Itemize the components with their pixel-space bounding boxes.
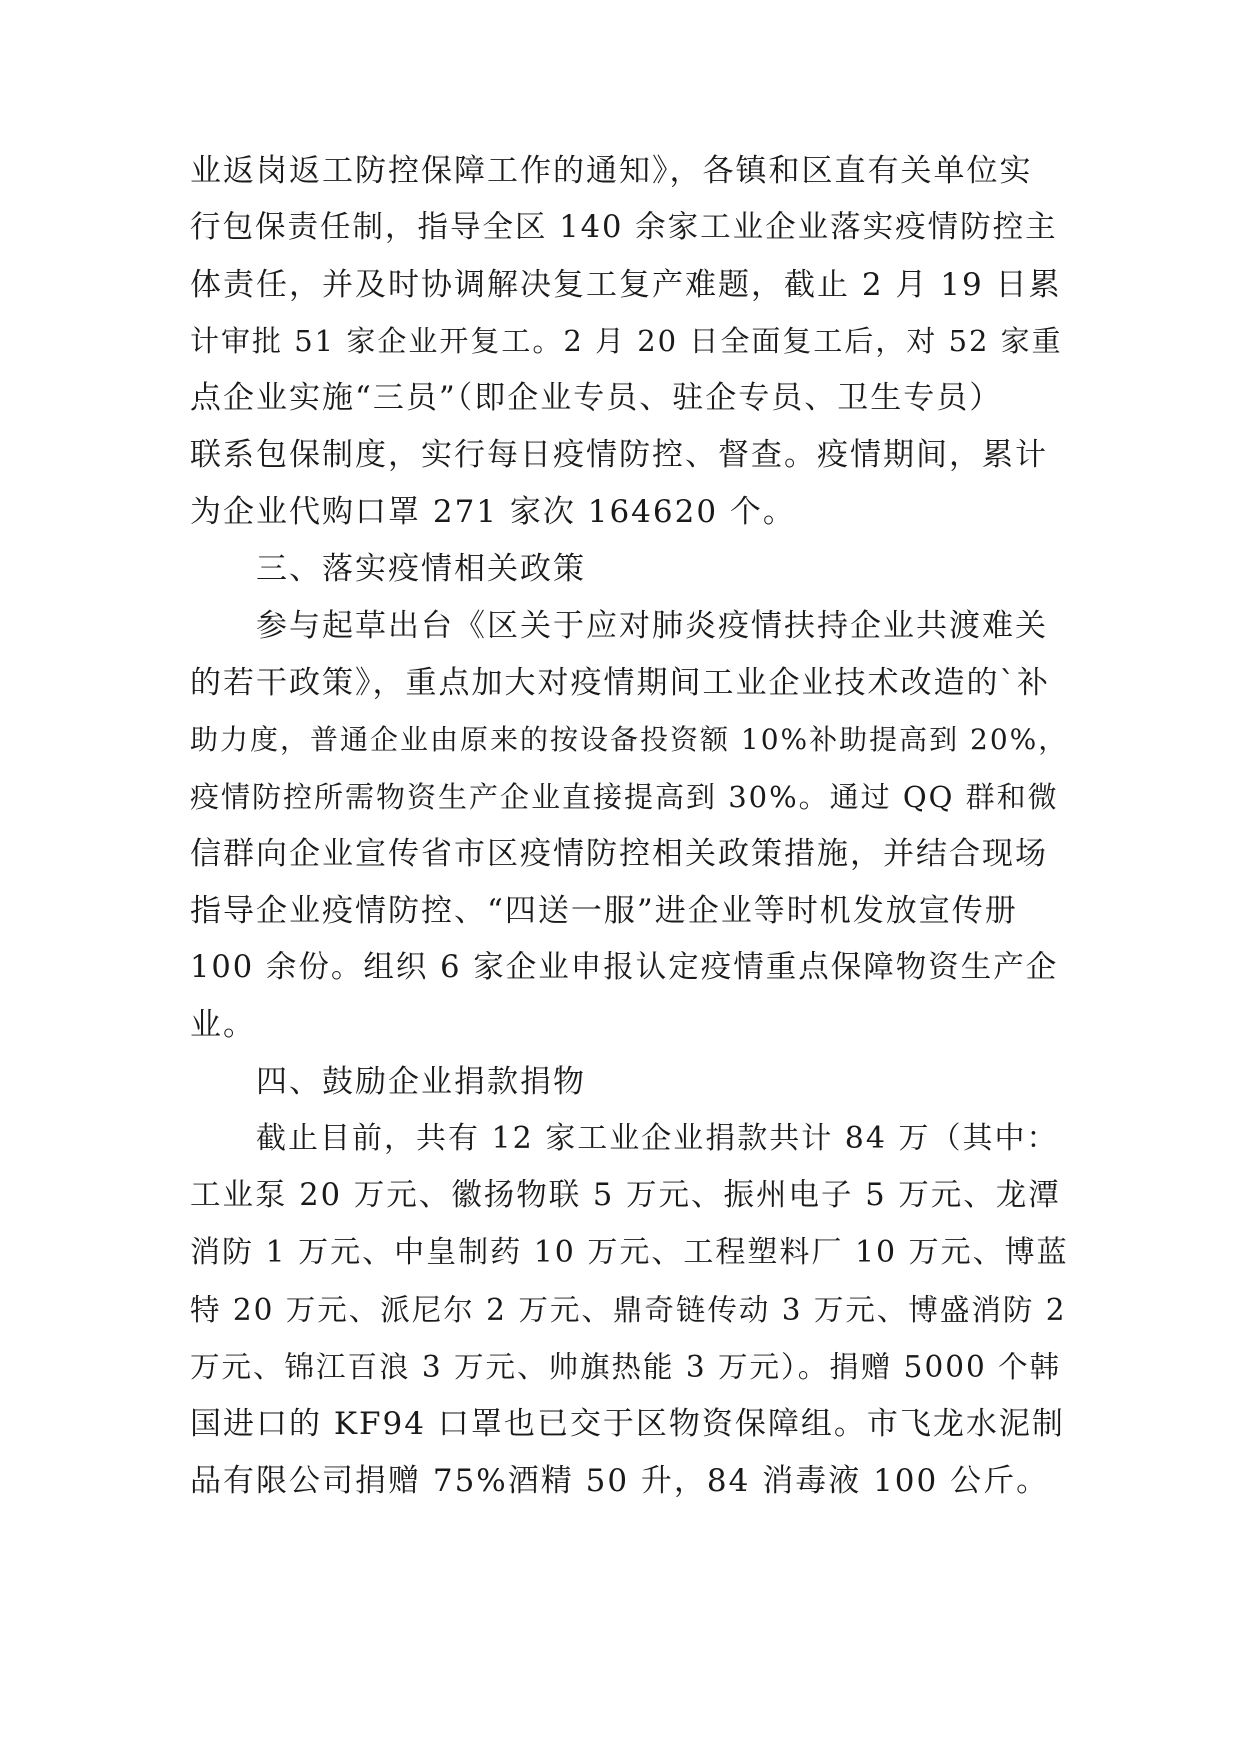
- body-text-line: 疫情防控所需物资生产企业直接提高到 30%。通过 QQ 群和微: [190, 780, 1059, 814]
- body-text-line: 联系包保制度，实行每日疫情防控、督查。疫情期间，累计: [190, 437, 1048, 473]
- body-text-line: 体责任，并及时协调解决复工复产难题，截止 2 月 19 日累: [190, 267, 1062, 303]
- body-text-line: 点企业实施“三员”（即企业专员、驻企专员、卫生专员）: [190, 380, 1003, 416]
- body-text-line: 100 余份。组织 6 家企业申报认定疫情重点保障物资生产企: [190, 950, 1059, 985]
- body-text-line: 工业泵 20 万元、徽扬物联 5 万元、振州电子 5 万元、龙潭: [190, 1178, 1061, 1213]
- body-text-line: 助力度，普通企业由原来的按设备投资额 10%补助提高到 20%，: [190, 723, 1069, 756]
- body-text-line: 截止目前，共有 12 家工业企业捐款共计 84 万（其中：: [256, 1121, 1059, 1156]
- body-text-line: 计审批 51 家企业开复工。2 月 20 日全面复工后，对 52 家重: [190, 324, 1063, 358]
- body-text-line: 业。: [190, 1007, 256, 1043]
- section-heading: 三、落实疫情相关政策: [256, 551, 586, 587]
- body-text-line: 消防 1 万元、中皇制药 10 万元、工程塑料厂 10 万元、博蓝: [190, 1235, 1069, 1270]
- body-text-line: 参与起草出台《区关于应对肺炎疫情扶持企业共渡难关: [256, 608, 1048, 644]
- section-heading: 四、鼓励企业捐款捐物: [256, 1064, 586, 1100]
- body-text-line: 信群向企业宣传省市区疫情防控相关政策措施，并结合现场: [190, 836, 1048, 872]
- body-text-line: 业返岗返工防控保障工作的通知》，各镇和区直有关单位实: [190, 153, 1033, 189]
- body-text-line: 的若干政策》，重点加大对疫情期间工业企业技术改造的`补: [190, 665, 1050, 701]
- body-text-line: 万元、锦江百浪 3 万元、帅旗热能 3 万元）。捐赠 5000 个韩: [190, 1350, 1062, 1384]
- body-text-line: 品有限公司捐赠 75%酒精 50 升，84 消毒液 100 公斤。: [190, 1463, 1050, 1499]
- body-text-line: 行包保责任制，指导全区 140 余家工业企业落实疫情防控主: [190, 210, 1058, 245]
- body-text-line: 国进口的 KF94 口罩也已交于区物资保障组。市飞龙水泥制: [190, 1406, 1065, 1442]
- body-text-line: 指导企业疫情防控、“四送一服”进企业等时机发放宣传册: [190, 893, 1018, 929]
- body-text-line: 为企业代购口罩 271 家次 164620 个。: [190, 494, 796, 530]
- body-text-line: 特 20 万元、派尼尔 2 万元、鼎奇链传动 3 万元、博盛消防 2: [190, 1293, 1067, 1327]
